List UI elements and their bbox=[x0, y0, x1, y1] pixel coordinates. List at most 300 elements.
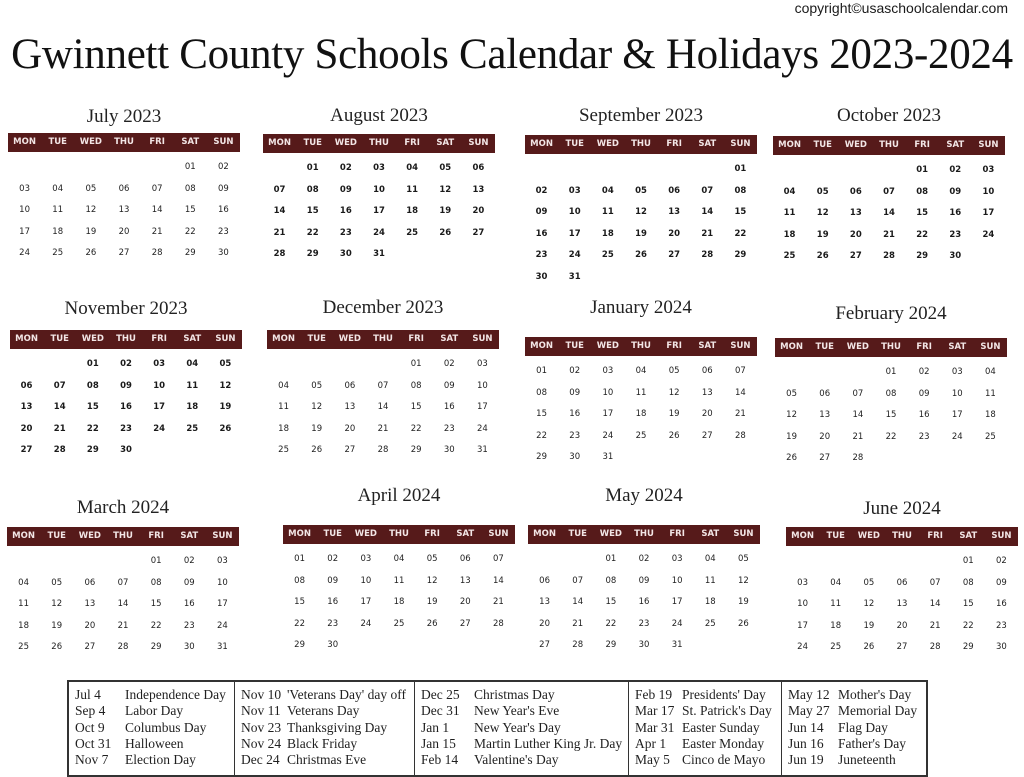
empty-day-cell bbox=[808, 362, 841, 384]
day-cell: 23 bbox=[569, 430, 581, 441]
day-cell: 18 bbox=[52, 226, 64, 237]
day-cell: 03 bbox=[373, 163, 385, 173]
day-cell: 13 bbox=[459, 575, 471, 586]
day-cell: 23 bbox=[535, 250, 548, 261]
day-cell: 30 bbox=[339, 249, 352, 260]
day-cell: 24 bbox=[373, 227, 385, 238]
holiday-row bbox=[241, 752, 410, 768]
weekday-label: WED bbox=[599, 529, 622, 539]
weekday-label: SUN bbox=[991, 531, 1012, 541]
month-title: June 2024 bbox=[863, 498, 941, 519]
day-cell: 21 bbox=[852, 431, 864, 442]
day-cell: 16 bbox=[569, 409, 581, 420]
day-cell: 19 bbox=[51, 620, 63, 631]
copyright-notice: copyright©usaschoolcalendar.com bbox=[794, 0, 1008, 16]
day-cell: 10 bbox=[373, 184, 385, 195]
day-cell: 12 bbox=[816, 208, 829, 219]
holiday-date: Jan 15 bbox=[421, 735, 456, 751]
day-cell: 09 bbox=[949, 186, 962, 197]
day-cell: 25 bbox=[278, 445, 289, 456]
holiday-date: Mar 31 bbox=[635, 719, 675, 735]
day-cell: 24 bbox=[153, 423, 166, 434]
day-cell: 09 bbox=[218, 183, 229, 194]
day-cell: 14 bbox=[53, 402, 66, 413]
day-cell: 14 bbox=[929, 599, 941, 610]
day-grid bbox=[10, 354, 242, 462]
weekday-label: FRI bbox=[916, 342, 932, 352]
weekday-label: TUE bbox=[568, 529, 587, 539]
day-cell: 10 bbox=[602, 387, 614, 398]
day-cell: 10 bbox=[797, 599, 808, 610]
holiday-date: Dec 31 bbox=[421, 703, 460, 719]
day-cell: 22 bbox=[306, 227, 319, 238]
day-grid bbox=[773, 160, 1005, 268]
day-cell: 15 bbox=[184, 205, 196, 216]
day-cell: 15 bbox=[605, 597, 617, 608]
weekday-header-bar bbox=[775, 338, 1007, 357]
day-cell: 13 bbox=[849, 208, 862, 219]
day-grid bbox=[7, 551, 239, 659]
weekday-label: TUE bbox=[815, 342, 834, 352]
weekday-label: MON bbox=[15, 334, 38, 344]
empty-day-cell bbox=[786, 551, 819, 573]
day-cell: 25 bbox=[783, 251, 796, 262]
day-cell: 18 bbox=[704, 597, 716, 608]
day-cell: 29 bbox=[734, 250, 747, 261]
day-cell: 05 bbox=[311, 380, 323, 391]
day-cell: 20 bbox=[84, 620, 96, 631]
empty-day-cell bbox=[267, 354, 300, 376]
holiday-row bbox=[75, 736, 230, 752]
day-cell: 25 bbox=[52, 248, 64, 259]
day-cell: 29 bbox=[184, 248, 196, 259]
day-cell: 08 bbox=[410, 380, 422, 391]
empty-day-cell bbox=[525, 159, 558, 181]
holiday-row bbox=[75, 720, 230, 736]
day-cell: 01 bbox=[885, 367, 897, 377]
day-cell: 19 bbox=[786, 431, 797, 442]
weekday-label: WED bbox=[354, 529, 377, 539]
weekday-label: THU bbox=[373, 334, 393, 344]
day-cell: 06 bbox=[701, 366, 713, 376]
day-cell: 02 bbox=[918, 367, 930, 377]
weekday-label: FRI bbox=[666, 139, 682, 149]
day-cell: 18 bbox=[186, 402, 199, 413]
weekday-label: THU bbox=[116, 334, 136, 344]
weekday-label: FRI bbox=[149, 137, 165, 147]
weekday-label: FRI bbox=[666, 341, 682, 351]
day-cell: 28 bbox=[117, 642, 129, 653]
weekday-label: SUN bbox=[980, 342, 1001, 352]
holiday-date: Dec 24 bbox=[241, 752, 280, 768]
empty-day-cell bbox=[839, 160, 872, 182]
day-cell: 05 bbox=[816, 186, 829, 197]
day-cell: 08 bbox=[734, 185, 747, 196]
holiday-date: May 12 bbox=[788, 687, 830, 702]
day-cell: 12 bbox=[426, 575, 438, 586]
holiday-name: Halloween bbox=[125, 735, 184, 751]
day-cell: 13 bbox=[344, 402, 356, 413]
day-cell: 24 bbox=[602, 430, 614, 441]
day-cell: 02 bbox=[949, 165, 962, 175]
weekday-label: WED bbox=[81, 334, 104, 344]
holiday-date: Nov 24 bbox=[241, 735, 282, 751]
day-grid bbox=[283, 549, 515, 657]
day-cell: 03 bbox=[951, 367, 963, 377]
weekday-label: SUN bbox=[215, 334, 236, 344]
page-title: Gwinnett County Schools Calendar & Holidays 2023-2024 bbox=[11, 31, 1013, 78]
month-title: July 2023 bbox=[86, 106, 162, 127]
day-cell: 30 bbox=[638, 640, 650, 651]
day-cell: 25 bbox=[601, 250, 614, 261]
weekday-header-bar bbox=[7, 527, 239, 546]
day-cell: 05 bbox=[439, 163, 452, 173]
day-cell: 16 bbox=[218, 205, 229, 216]
weekday-label: TUE bbox=[303, 138, 322, 148]
weekday-label: SAT bbox=[948, 342, 967, 352]
day-cell: 22 bbox=[294, 618, 305, 629]
weekday-label: SUN bbox=[468, 138, 489, 148]
day-cell: 28 bbox=[883, 251, 895, 262]
day-cell: 16 bbox=[918, 410, 930, 421]
day-cell: 21 bbox=[883, 229, 895, 240]
day-cell: 13 bbox=[539, 597, 550, 608]
month-title: January 2024 bbox=[590, 297, 692, 318]
day-cell: 10 bbox=[951, 388, 963, 399]
day-cell: 09 bbox=[569, 387, 581, 398]
day-cell: 03 bbox=[477, 359, 488, 369]
empty-day-cell bbox=[10, 354, 43, 376]
empty-day-cell bbox=[775, 362, 808, 384]
day-cell: 01 bbox=[916, 165, 929, 175]
day-cell: 31 bbox=[477, 445, 488, 456]
holiday-date: Feb 14 bbox=[421, 752, 459, 768]
month-title: August 2023 bbox=[330, 105, 428, 126]
day-cell: 16 bbox=[120, 402, 132, 413]
day-cell: 15 bbox=[86, 402, 99, 413]
day-cell: 03 bbox=[602, 366, 614, 376]
day-cell: 19 bbox=[738, 597, 749, 608]
day-cell: 28 bbox=[701, 250, 714, 261]
weekday-label: MON bbox=[268, 138, 291, 148]
day-cell: 04 bbox=[406, 163, 419, 173]
holiday-date: Jan 1 bbox=[421, 719, 450, 735]
day-cell: 11 bbox=[52, 205, 64, 216]
day-cell: 05 bbox=[786, 388, 797, 399]
day-cell: 22 bbox=[885, 431, 897, 442]
day-cell: 07 bbox=[151, 183, 163, 194]
day-cell: 21 bbox=[572, 618, 584, 629]
day-cell: 14 bbox=[883, 208, 895, 219]
day-cell: 02 bbox=[218, 162, 229, 172]
day-cell: 17 bbox=[797, 620, 808, 631]
day-cell: 18 bbox=[601, 228, 614, 239]
day-cell: 26 bbox=[51, 642, 63, 653]
day-cell: 14 bbox=[701, 207, 714, 218]
holiday-name: Christmas Day bbox=[474, 687, 555, 702]
empty-day-cell bbox=[885, 551, 918, 573]
day-cell: 13 bbox=[84, 599, 96, 610]
day-cell: 21 bbox=[377, 423, 389, 434]
holiday-row bbox=[241, 703, 410, 719]
weekday-label: MON bbox=[791, 531, 814, 541]
day-cell: 13 bbox=[472, 184, 485, 195]
holiday-column bbox=[782, 682, 926, 775]
day-cell: 07 bbox=[377, 380, 389, 391]
day-grid bbox=[525, 361, 757, 469]
day-cell: 17 bbox=[951, 410, 963, 421]
day-cell: 04 bbox=[704, 554, 716, 564]
day-cell: 02 bbox=[535, 185, 548, 196]
day-cell: 01 bbox=[734, 164, 747, 174]
weekday-label: TUE bbox=[48, 137, 67, 147]
day-cell: 02 bbox=[638, 554, 650, 564]
holiday-row bbox=[75, 703, 230, 719]
day-cell: 16 bbox=[443, 402, 455, 413]
day-cell: 24 bbox=[19, 248, 30, 259]
holiday-name: Columbus Day bbox=[125, 719, 207, 735]
day-cell: 18 bbox=[635, 409, 647, 420]
day-cell: 06 bbox=[849, 186, 862, 197]
day-cell: 13 bbox=[896, 599, 908, 610]
day-cell: 16 bbox=[327, 597, 339, 608]
day-cell: 12 bbox=[311, 402, 323, 413]
day-cell: 29 bbox=[410, 445, 422, 456]
day-cell: 29 bbox=[916, 251, 929, 262]
day-cell: 19 bbox=[635, 228, 647, 239]
day-cell: 01 bbox=[536, 366, 547, 376]
day-cell: 25 bbox=[830, 642, 842, 653]
day-cell: 25 bbox=[18, 642, 29, 653]
holiday-date: Dec 25 bbox=[421, 687, 460, 702]
day-cell: 05 bbox=[863, 577, 875, 588]
day-cell: 08 bbox=[962, 577, 974, 588]
day-cell: 30 bbox=[996, 642, 1007, 653]
weekday-label: THU bbox=[631, 139, 651, 149]
day-cell: 04 bbox=[985, 367, 996, 377]
day-cell: 01 bbox=[86, 359, 99, 369]
day-cell: 26 bbox=[311, 445, 323, 456]
holiday-name: Black Friday bbox=[287, 735, 358, 751]
day-cell: 04 bbox=[278, 380, 289, 391]
weekday-label: WED bbox=[844, 140, 867, 150]
weekday-label: TUE bbox=[565, 139, 584, 149]
day-cell: 03 bbox=[153, 359, 166, 369]
day-cell: 05 bbox=[738, 554, 749, 564]
weekday-label: MON bbox=[778, 140, 801, 150]
day-cell: 27 bbox=[472, 227, 485, 238]
empty-day-cell bbox=[41, 157, 74, 179]
day-cell: 21 bbox=[53, 423, 66, 434]
empty-day-cell bbox=[624, 159, 657, 181]
day-cell: 23 bbox=[183, 620, 195, 631]
day-cell: 30 bbox=[949, 251, 962, 262]
day-cell: 04 bbox=[186, 359, 199, 369]
holiday-row bbox=[635, 736, 777, 752]
day-cell: 11 bbox=[186, 380, 199, 391]
day-cell: 22 bbox=[86, 423, 99, 434]
holiday-date: Oct 31 bbox=[75, 735, 112, 751]
day-cell: 18 bbox=[278, 423, 289, 434]
holiday-row bbox=[75, 687, 230, 703]
day-cell: 06 bbox=[896, 577, 908, 588]
day-cell: 23 bbox=[949, 229, 962, 240]
weekday-header-bar bbox=[528, 525, 760, 544]
day-cell: 28 bbox=[493, 618, 504, 629]
day-cell: 01 bbox=[605, 554, 617, 564]
empty-day-cell bbox=[73, 551, 106, 573]
day-cell: 30 bbox=[443, 445, 455, 456]
day-cell: 28 bbox=[852, 453, 864, 464]
day-cell: 20 bbox=[344, 423, 356, 434]
day-cell: 06 bbox=[84, 577, 96, 588]
day-cell: 23 bbox=[996, 620, 1007, 631]
day-cell: 14 bbox=[151, 205, 163, 216]
day-cell: 12 bbox=[85, 205, 97, 216]
holiday-table bbox=[67, 680, 928, 777]
weekday-label: SAT bbox=[181, 137, 200, 147]
holiday-name: New Year's Day bbox=[474, 719, 561, 735]
holiday-name: Easter Monday bbox=[682, 735, 765, 751]
day-cell: 08 bbox=[294, 575, 305, 586]
day-grid bbox=[267, 354, 499, 462]
day-cell: 26 bbox=[85, 248, 97, 259]
day-cell: 29 bbox=[294, 640, 305, 651]
day-cell: 26 bbox=[668, 430, 680, 441]
day-cell: 14 bbox=[117, 599, 129, 610]
weekday-label: WED bbox=[596, 341, 619, 351]
day-grid bbox=[528, 549, 760, 657]
day-cell: 01 bbox=[962, 556, 974, 566]
holiday-name: Election Day bbox=[125, 752, 196, 768]
weekday-label: WED bbox=[596, 139, 619, 149]
day-cell: 30 bbox=[327, 640, 339, 651]
holiday-row bbox=[635, 703, 777, 719]
day-cell: 12 bbox=[219, 380, 232, 391]
day-cell: 13 bbox=[20, 402, 33, 413]
day-cell: 01 bbox=[150, 556, 162, 566]
holiday-name: Father's Day bbox=[838, 735, 907, 751]
day-cell: 15 bbox=[536, 409, 547, 420]
weekday-header-bar bbox=[773, 136, 1005, 155]
weekday-label: WED bbox=[857, 531, 880, 541]
day-cell: 12 bbox=[863, 599, 875, 610]
day-cell: 24 bbox=[982, 229, 995, 240]
weekday-label: SAT bbox=[698, 341, 717, 351]
weekday-label: THU bbox=[634, 529, 654, 539]
weekday-label: SUN bbox=[730, 341, 751, 351]
empty-day-cell bbox=[658, 159, 691, 181]
holiday-date: Sep 4 bbox=[75, 703, 106, 719]
day-cell: 06 bbox=[344, 380, 356, 391]
holiday-date: Jun 19 bbox=[788, 752, 824, 768]
holiday-row bbox=[75, 752, 230, 768]
day-cell: 16 bbox=[535, 228, 548, 239]
day-cell: 04 bbox=[52, 183, 64, 194]
day-cell: 29 bbox=[306, 249, 319, 260]
weekday-label: THU bbox=[113, 531, 133, 541]
day-cell: 07 bbox=[735, 366, 746, 376]
day-cell: 26 bbox=[635, 250, 647, 261]
holiday-name: Flag Day bbox=[838, 719, 888, 735]
weekday-header-bar bbox=[10, 330, 242, 349]
weekday-label: WED bbox=[846, 342, 869, 352]
day-cell: 04 bbox=[601, 185, 614, 196]
holiday-date: Nov 11 bbox=[241, 703, 281, 719]
day-cell: 09 bbox=[443, 380, 455, 391]
holiday-date: Nov 10 bbox=[241, 687, 282, 702]
holiday-row bbox=[635, 752, 777, 768]
weekday-label: TUE bbox=[565, 341, 584, 351]
weekday-label: TUE bbox=[307, 334, 326, 344]
day-cell: 27 bbox=[344, 445, 356, 456]
day-cell: 29 bbox=[536, 452, 547, 463]
weekday-label: SAT bbox=[701, 529, 720, 539]
day-cell: 15 bbox=[962, 599, 974, 610]
day-cell: 11 bbox=[635, 387, 647, 398]
holiday-row bbox=[421, 703, 624, 719]
holiday-name: Thanksgiving Day bbox=[287, 719, 388, 735]
day-cell: 08 bbox=[605, 575, 617, 586]
day-cell: 17 bbox=[19, 226, 30, 237]
day-cell: 03 bbox=[19, 183, 30, 194]
day-cell: 25 bbox=[635, 430, 647, 441]
day-cell: 23 bbox=[638, 618, 650, 629]
weekday-label: FRI bbox=[914, 140, 930, 150]
holiday-name: 'Veterans Day' day off bbox=[287, 687, 406, 702]
day-cell: 14 bbox=[377, 402, 389, 413]
day-cell: 16 bbox=[638, 597, 650, 608]
weekday-label: SAT bbox=[183, 334, 202, 344]
day-cell: 23 bbox=[327, 618, 339, 629]
holiday-row bbox=[635, 687, 777, 703]
holiday-date: Feb 19 bbox=[635, 687, 673, 702]
day-cell: 15 bbox=[150, 599, 162, 610]
day-cell: 21 bbox=[151, 226, 163, 237]
day-cell: 07 bbox=[929, 577, 941, 588]
day-cell: 22 bbox=[184, 226, 196, 237]
day-cell: 27 bbox=[84, 642, 96, 653]
day-cell: 20 bbox=[118, 226, 130, 237]
day-cell: 14 bbox=[493, 575, 504, 586]
weekday-label: THU bbox=[369, 138, 389, 148]
day-cell: 15 bbox=[916, 208, 929, 219]
day-cell: 04 bbox=[18, 577, 29, 588]
empty-day-cell bbox=[558, 159, 591, 181]
day-cell: 15 bbox=[410, 402, 422, 413]
day-cell: 02 bbox=[569, 366, 581, 376]
weekday-label: THU bbox=[879, 140, 899, 150]
empty-day-cell bbox=[806, 160, 839, 182]
day-cell: 17 bbox=[568, 228, 581, 239]
day-cell: 08 bbox=[306, 184, 319, 195]
day-cell: 25 bbox=[186, 423, 199, 434]
empty-day-cell bbox=[561, 549, 594, 571]
day-cell: 17 bbox=[602, 409, 614, 420]
weekday-header-bar bbox=[283, 525, 515, 544]
day-cell: 27 bbox=[118, 248, 130, 259]
day-cell: 22 bbox=[410, 423, 422, 434]
month-title: March 2024 bbox=[76, 497, 170, 518]
day-cell: 06 bbox=[459, 554, 471, 564]
empty-day-cell bbox=[40, 551, 73, 573]
day-cell: 11 bbox=[704, 575, 716, 586]
holiday-date: Mar 17 bbox=[635, 703, 675, 719]
weekday-label: WED bbox=[79, 137, 102, 147]
day-cell: 10 bbox=[477, 380, 488, 391]
day-cell: 19 bbox=[85, 226, 97, 237]
day-cell: 21 bbox=[701, 228, 714, 239]
